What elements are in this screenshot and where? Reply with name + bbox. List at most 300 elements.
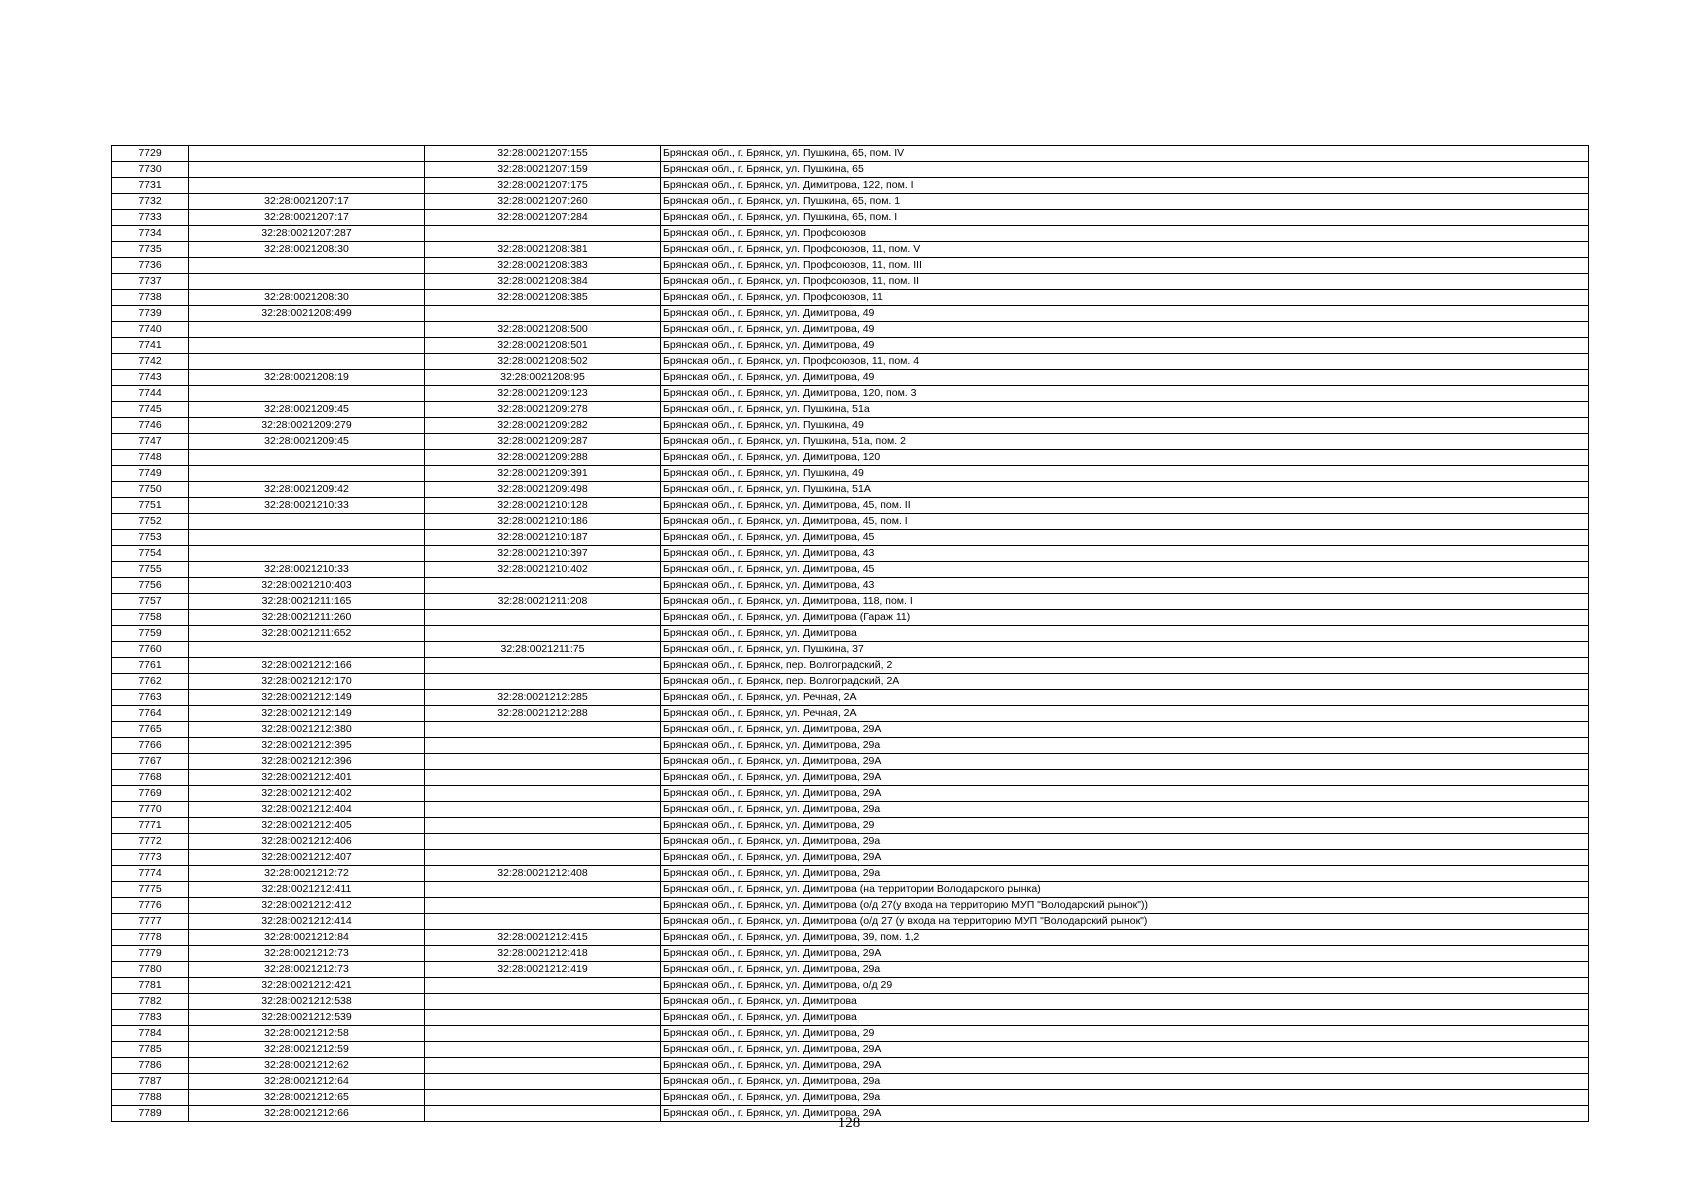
land-cadastral-cell: 32:28:0021212:404 [189,802,425,818]
address-cell: Брянская обл., г. Брянск, ул. Димитрова, 29А [661,1042,1589,1058]
address-cell: Брянская обл., г. Брянск, ул. Димитрова, 29а [661,866,1589,882]
land-cadastral-cell: 32:28:0021208:499 [189,306,425,322]
table-row [112,738,1589,754]
object-cadastral-cell: 32:28:0021212:285 [425,690,661,706]
object-cadastral-cell [425,722,661,738]
table-row [112,450,1589,466]
land-cadastral-cell: 32:28:0021209:279 [189,418,425,434]
object-cadastral-cell [425,882,661,898]
address-cell: Брянская обл., г. Брянск, ул. Димитрова, 29а [661,1090,1589,1106]
object-cadastral-cell: 32:28:0021210:128 [425,498,661,514]
object-cadastral-cell [425,1026,661,1042]
row-number-cell: 7745 [112,402,189,418]
table-row [112,978,1589,994]
object-cadastral-cell: 32:28:0021210:397 [425,546,661,562]
row-number-cell: 7767 [112,754,189,770]
land-cadastral-cell: 32:28:0021212:84 [189,930,425,946]
table-row [112,386,1589,402]
row-number-cell: 7729 [112,146,189,162]
table-row [112,370,1589,386]
land-cadastral-cell: 32:28:0021207:17 [189,210,425,226]
address-cell: Брянская обл., г. Брянск, ул. Профсоюзов [661,226,1589,242]
table-row [112,898,1589,914]
row-number-cell: 7788 [112,1090,189,1106]
row-number-cell: 7730 [112,162,189,178]
object-cadastral-cell [425,738,661,754]
table-body [112,146,1589,1122]
land-cadastral-cell: 32:28:0021212:405 [189,818,425,834]
address-cell: Брянская обл., г. Брянск, ул. Пушкина, 37 [661,642,1589,658]
table-row [112,322,1589,338]
row-number-cell: 7742 [112,354,189,370]
table-row [112,962,1589,978]
land-cadastral-cell: 32:28:0021211:652 [189,626,425,642]
land-cadastral-cell [189,642,425,658]
address-cell: Брянская обл., г. Брянск, ул. Димитрова, 29А [661,722,1589,738]
land-cadastral-cell: 32:28:0021207:287 [189,226,425,242]
land-cadastral-cell [189,514,425,530]
row-number-cell: 7750 [112,482,189,498]
table-row [112,882,1589,898]
table-row [112,498,1589,514]
table-row [112,946,1589,962]
land-cadastral-cell: 32:28:0021208:19 [189,370,425,386]
address-cell: Брянская обл., г. Брянск, ул. Профсоюзов, 11, пом. II [661,274,1589,290]
object-cadastral-cell: 32:28:0021207:155 [425,146,661,162]
object-cadastral-cell: 32:28:0021209:282 [425,418,661,434]
object-cadastral-cell: 32:28:0021209:123 [425,386,661,402]
land-cadastral-cell [189,178,425,194]
object-cadastral-cell: 32:28:0021208:385 [425,290,661,306]
row-number-cell: 7743 [112,370,189,386]
address-cell: Брянская обл., г. Брянск, ул. Димитрова, 45, пом. II [661,498,1589,514]
row-number-cell: 7782 [112,994,189,1010]
land-cadastral-cell [189,386,425,402]
row-number-cell: 7762 [112,674,189,690]
address-cell: Брянская обл., г. Брянск, ул. Димитрова, 29а [661,962,1589,978]
land-cadastral-cell: 32:28:0021210:33 [189,498,425,514]
address-cell: Брянская обл., г. Брянск, ул. Профсоюзов, 11 [661,290,1589,306]
row-number-cell: 7734 [112,226,189,242]
row-number-cell: 7759 [112,626,189,642]
object-cadastral-cell [425,850,661,866]
object-cadastral-cell: 32:28:0021207:260 [425,194,661,210]
object-cadastral-cell: 32:28:0021211:75 [425,642,661,658]
address-cell: Брянская обл., г. Брянск, ул. Димитрова, 29А [661,946,1589,962]
table-row [112,418,1589,434]
table-row [112,690,1589,706]
row-number-cell: 7770 [112,802,189,818]
row-number-cell: 7732 [112,194,189,210]
row-number-cell: 7737 [112,274,189,290]
object-cadastral-cell [425,994,661,1010]
table-row [112,626,1589,642]
table-row [112,850,1589,866]
object-cadastral-cell: 32:28:0021208:381 [425,242,661,258]
land-cadastral-cell: 32:28:0021212:421 [189,978,425,994]
object-cadastral-cell [425,1058,661,1074]
object-cadastral-cell [425,306,661,322]
row-number-cell: 7772 [112,834,189,850]
address-cell: Брянская обл., г. Брянск, ул. Димитрова, 29 [661,1026,1589,1042]
table-row [112,770,1589,786]
row-number-cell: 7773 [112,850,189,866]
row-number-cell: 7780 [112,962,189,978]
cadastral-table [111,145,1589,1122]
object-cadastral-cell: 32:28:0021207:284 [425,210,661,226]
address-cell: Брянская обл., г. Брянск, ул. Димитрова, 29 [661,818,1589,834]
address-cell: Брянская обл., г. Брянск, ул. Пушкина, 51а, пом. 2 [661,434,1589,450]
table-row [112,754,1589,770]
page-number: 128 [837,1115,861,1131]
row-number-cell: 7731 [112,178,189,194]
row-number-cell: 7783 [112,1010,189,1026]
address-cell: Брянская обл., г. Брянск, ул. Речная, 2А [661,706,1589,722]
table-row [112,674,1589,690]
address-cell: Брянская обл., г. Брянск, ул. Димитрова, 43 [661,578,1589,594]
table-row [112,146,1589,162]
table-row [112,834,1589,850]
object-cadastral-cell: 32:28:0021208:502 [425,354,661,370]
land-cadastral-cell: 32:28:0021211:165 [189,594,425,610]
address-cell: Брянская обл., г. Брянск, ул. Пушкина, 65 [661,162,1589,178]
table-row [112,1042,1589,1058]
object-cadastral-cell [425,978,661,994]
object-cadastral-cell [425,226,661,242]
land-cadastral-cell: 32:28:0021212:395 [189,738,425,754]
address-cell: Брянская обл., г. Брянск, ул. Пушкина, 49 [661,418,1589,434]
row-number-cell: 7776 [112,898,189,914]
object-cadastral-cell: 32:28:0021207:159 [425,162,661,178]
table-row [112,338,1589,354]
row-number-cell: 7739 [112,306,189,322]
address-cell: Брянская обл., г. Брянск, ул. Димитрова, 29А [661,770,1589,786]
address-cell: Брянская обл., г. Брянск, ул. Пушкина, 49 [661,466,1589,482]
address-cell: Брянская обл., г. Брянск, ул. Димитрова, 49 [661,370,1589,386]
address-cell: Брянская обл., г. Брянск, ул. Димитрова, 49 [661,306,1589,322]
land-cadastral-cell [189,322,425,338]
object-cadastral-cell [425,674,661,690]
row-number-cell: 7784 [112,1026,189,1042]
object-cadastral-cell [425,818,661,834]
table-row [112,914,1589,930]
object-cadastral-cell: 32:28:0021209:288 [425,450,661,466]
table-row [112,658,1589,674]
object-cadastral-cell: 32:28:0021208:384 [425,274,661,290]
address-cell: Брянская обл., г. Брянск, ул. Димитрова [661,994,1589,1010]
land-cadastral-cell [189,258,425,274]
object-cadastral-cell [425,754,661,770]
land-cadastral-cell: 32:28:0021212:380 [189,722,425,738]
land-cadastral-cell: 32:28:0021210:33 [189,562,425,578]
table-row [112,546,1589,562]
land-cadastral-cell: 32:28:0021212:407 [189,850,425,866]
row-number-cell: 7741 [112,338,189,354]
land-cadastral-cell [189,530,425,546]
land-cadastral-cell: 32:28:0021212:58 [189,1026,425,1042]
table-row [112,818,1589,834]
land-cadastral-cell: 32:28:0021212:406 [189,834,425,850]
row-number-cell: 7747 [112,434,189,450]
table-row [112,290,1589,306]
address-cell: Брянская обл., г. Брянск, ул. Димитрова, 39, пом. 1,2 [661,930,1589,946]
table-row [112,274,1589,290]
land-cadastral-cell: 32:28:0021209:45 [189,402,425,418]
address-cell: Брянская обл., г. Брянск, ул. Димитрова [661,1010,1589,1026]
object-cadastral-cell: 32:28:0021212:419 [425,962,661,978]
land-cadastral-cell: 32:28:0021212:538 [189,994,425,1010]
row-number-cell: 7778 [112,930,189,946]
row-number-cell: 7755 [112,562,189,578]
object-cadastral-cell: 32:28:0021209:391 [425,466,661,482]
object-cadastral-cell [425,1090,661,1106]
row-number-cell: 7765 [112,722,189,738]
land-cadastral-cell [189,546,425,562]
land-cadastral-cell [189,338,425,354]
address-cell: Брянская обл., г. Брянск, ул. Димитрова, 29а [661,834,1589,850]
row-number-cell: 7764 [112,706,189,722]
land-cadastral-cell: 32:28:0021212:62 [189,1058,425,1074]
address-cell: Брянская обл., г. Брянск, ул. Димитрова, о/д 29 [661,978,1589,994]
address-cell: Брянская обл., г. Брянск, ул. Димитрова (о/д 27(у входа на территорию МУП "Володарский рынок")) [661,898,1589,914]
land-cadastral-cell: 32:28:0021212:396 [189,754,425,770]
row-number-cell: 7779 [112,946,189,962]
table-row [112,1026,1589,1042]
table-row [112,562,1589,578]
address-cell: Брянская обл., г. Брянск, ул. Димитрова [661,626,1589,642]
land-cadastral-cell: 32:28:0021208:30 [189,290,425,306]
land-cadastral-cell [189,450,425,466]
address-cell: Брянская обл., г. Брянск, ул. Димитрова, 29А [661,850,1589,866]
row-number-cell: 7771 [112,818,189,834]
table-row [112,1058,1589,1074]
object-cadastral-cell [425,578,661,594]
land-cadastral-cell: 32:28:0021212:59 [189,1042,425,1058]
table-row [112,930,1589,946]
row-number-cell: 7744 [112,386,189,402]
address-cell: Брянская обл., г. Брянск, ул. Пушкина, 51а [661,402,1589,418]
object-cadastral-cell: 32:28:0021210:402 [425,562,661,578]
row-number-cell: 7775 [112,882,189,898]
object-cadastral-cell: 32:28:0021208:95 [425,370,661,386]
row-number-cell: 7766 [112,738,189,754]
land-cadastral-cell: 32:28:0021212:73 [189,946,425,962]
row-number-cell: 7769 [112,786,189,802]
address-cell: Брянская обл., г. Брянск, ул. Димитрова, 122, пом. I [661,178,1589,194]
table-row [112,258,1589,274]
row-number-cell: 7753 [112,530,189,546]
address-cell: Брянская обл., г. Брянск, ул. Димитрова, 45 [661,530,1589,546]
row-number-cell: 7777 [112,914,189,930]
object-cadastral-cell [425,1042,661,1058]
address-cell: Брянская обл., г. Брянск, ул. Димитрова, 29А [661,786,1589,802]
row-number-cell: 7752 [112,514,189,530]
land-cadastral-cell: 32:28:0021207:17 [189,194,425,210]
row-number-cell: 7760 [112,642,189,658]
row-number-cell: 7785 [112,1042,189,1058]
land-cadastral-cell: 32:28:0021212:401 [189,770,425,786]
object-cadastral-cell [425,834,661,850]
object-cadastral-cell [425,658,661,674]
object-cadastral-cell: 32:28:0021209:287 [425,434,661,450]
object-cadastral-cell: 32:28:0021212:288 [425,706,661,722]
row-number-cell: 7735 [112,242,189,258]
table-row [112,466,1589,482]
table-row [112,210,1589,226]
table-row [112,434,1589,450]
land-cadastral-cell: 32:28:0021212:66 [189,1106,425,1122]
table-row [112,162,1589,178]
land-cadastral-cell [189,274,425,290]
land-cadastral-cell: 32:28:0021208:30 [189,242,425,258]
land-cadastral-cell: 32:28:0021212:149 [189,690,425,706]
object-cadastral-cell: 32:28:0021207:175 [425,178,661,194]
row-number-cell: 7736 [112,258,189,274]
address-cell: Брянская обл., г. Брянск, ул. Речная, 2А [661,690,1589,706]
object-cadastral-cell [425,914,661,930]
table-row [112,402,1589,418]
address-cell: Брянская обл., г. Брянск, пер. Волгоградский, 2А [661,674,1589,690]
land-cadastral-cell: 32:28:0021212:72 [189,866,425,882]
address-cell: Брянская обл., г. Брянск, ул. Димитрова, 29а [661,738,1589,754]
table-row [112,530,1589,546]
land-cadastral-cell: 32:28:0021212:539 [189,1010,425,1026]
land-cadastral-cell: 32:28:0021212:411 [189,882,425,898]
row-number-cell: 7787 [112,1074,189,1090]
row-number-cell: 7748 [112,450,189,466]
object-cadastral-cell: 32:28:0021210:186 [425,514,661,530]
object-cadastral-cell: 32:28:0021208:501 [425,338,661,354]
table-row [112,1010,1589,1026]
land-cadastral-cell [189,162,425,178]
object-cadastral-cell: 32:28:0021212:418 [425,946,661,962]
address-cell: Брянская обл., г. Брянск, ул. Димитрова, 49 [661,322,1589,338]
address-cell: Брянская обл., г. Брянск, ул. Димитрова (Гараж 11) [661,610,1589,626]
land-cadastral-cell: 32:28:0021211:260 [189,610,425,626]
row-number-cell: 7746 [112,418,189,434]
address-cell: Брянская обл., г. Брянск, ул. Димитрова, 29А [661,754,1589,770]
table-row [112,722,1589,738]
table-row [112,354,1589,370]
address-cell: Брянская обл., г. Брянск, ул. Профсоюзов, 11, пом. V [661,242,1589,258]
object-cadastral-cell [425,770,661,786]
object-cadastral-cell [425,626,661,642]
address-cell: Брянская обл., г. Брянск, ул. Димитрова, 118, пом. I [661,594,1589,610]
object-cadastral-cell: 32:28:0021210:187 [425,530,661,546]
table-row [112,802,1589,818]
land-cadastral-cell: 32:28:0021212:412 [189,898,425,914]
table-row [112,306,1589,322]
land-cadastral-cell: 32:28:0021212:65 [189,1090,425,1106]
object-cadastral-cell: 32:28:0021208:383 [425,258,661,274]
table-row [112,610,1589,626]
land-cadastral-cell [189,146,425,162]
row-number-cell: 7757 [112,594,189,610]
land-cadastral-cell [189,466,425,482]
object-cadastral-cell [425,898,661,914]
table-row [112,242,1589,258]
object-cadastral-cell [425,1074,661,1090]
object-cadastral-cell [425,1010,661,1026]
object-cadastral-cell: 32:28:0021209:498 [425,482,661,498]
address-cell: Брянская обл., г. Брянск, ул. Димитрова, 45, пом. I [661,514,1589,530]
land-cadastral-cell: 32:28:0021210:403 [189,578,425,594]
land-cadastral-cell: 32:28:0021212:64 [189,1074,425,1090]
land-cadastral-cell: 32:28:0021212:73 [189,962,425,978]
row-number-cell: 7789 [112,1106,189,1122]
table-row [112,226,1589,242]
row-number-cell: 7761 [112,658,189,674]
table-row [112,866,1589,882]
object-cadastral-cell: 32:28:0021212:415 [425,930,661,946]
table-row [112,594,1589,610]
row-number-cell: 7781 [112,978,189,994]
table-row [112,994,1589,1010]
row-number-cell: 7751 [112,498,189,514]
table-row [112,786,1589,802]
row-number-cell: 7749 [112,466,189,482]
address-cell: Брянская обл., г. Брянск, ул. Димитрова, 49 [661,338,1589,354]
land-cadastral-cell: 32:28:0021212:170 [189,674,425,690]
address-cell: Брянская обл., г. Брянск, ул. Димитрова, 29а [661,802,1589,818]
row-number-cell: 7768 [112,770,189,786]
address-cell: Брянская обл., г. Брянск, ул. Пушкина, 65, пом. 1 [661,194,1589,210]
land-cadastral-cell: 32:28:0021212:402 [189,786,425,802]
table-row [112,1074,1589,1090]
table-row [112,194,1589,210]
object-cadastral-cell [425,786,661,802]
address-cell: Брянская обл., г. Брянск, ул. Димитрова, 43 [661,546,1589,562]
land-cadastral-cell: 32:28:0021212:414 [189,914,425,930]
row-number-cell: 7786 [112,1058,189,1074]
table-row [112,642,1589,658]
object-cadastral-cell: 32:28:0021211:208 [425,594,661,610]
table-row [112,482,1589,498]
object-cadastral-cell [425,610,661,626]
address-cell: Брянская обл., г. Брянск, ул. Пушкина, 65, пом. I [661,210,1589,226]
land-cadastral-cell: 32:28:0021209:45 [189,434,425,450]
land-cadastral-cell: 32:28:0021212:166 [189,658,425,674]
address-cell: Брянская обл., г. Брянск, ул. Димитрова, 29А [661,1058,1589,1074]
address-cell: Брянская обл., г. Брянск, ул. Димитрова, 120, пом. 3 [661,386,1589,402]
row-number-cell: 7756 [112,578,189,594]
address-cell: Брянская обл., г. Брянск, ул. Димитрова, 120 [661,450,1589,466]
land-cadastral-cell: 32:28:0021209:42 [189,482,425,498]
row-number-cell: 7774 [112,866,189,882]
row-number-cell: 7754 [112,546,189,562]
address-cell: Брянская обл., г. Брянск, ул. Пушкина, 51А [661,482,1589,498]
row-number-cell: 7733 [112,210,189,226]
table-row [112,706,1589,722]
land-cadastral-cell [189,354,425,370]
row-number-cell: 7738 [112,290,189,306]
address-cell: Брянская обл., г. Брянск, ул. Профсоюзов, 11, пом. 4 [661,354,1589,370]
land-cadastral-cell: 32:28:0021212:149 [189,706,425,722]
address-cell: Брянская обл., г. Брянск, пер. Волгоградский, 2 [661,658,1589,674]
address-cell: Брянская обл., г. Брянск, ул. Димитрова, 29А [661,1106,1589,1122]
address-cell: Брянская обл., г. Брянск, ул. Димитрова, 29а [661,1074,1589,1090]
object-cadastral-cell: 32:28:0021208:500 [425,322,661,338]
table-row [112,178,1589,194]
row-number-cell: 7740 [112,322,189,338]
address-cell: Брянская обл., г. Брянск, ул. Димитрова (на территории Володарского рынка) [661,882,1589,898]
row-number-cell: 7763 [112,690,189,706]
object-cadastral-cell [425,802,661,818]
address-cell: Брянская обл., г. Брянск, ул. Димитрова, 45 [661,562,1589,578]
address-cell: Брянская обл., г. Брянск, ул. Профсоюзов, 11, пом. III [661,258,1589,274]
table-row [112,1090,1589,1106]
address-cell: Брянская обл., г. Брянск, ул. Димитрова (о/д 27 (у входа на территорию МУП "Володарский рынок") [661,914,1589,930]
